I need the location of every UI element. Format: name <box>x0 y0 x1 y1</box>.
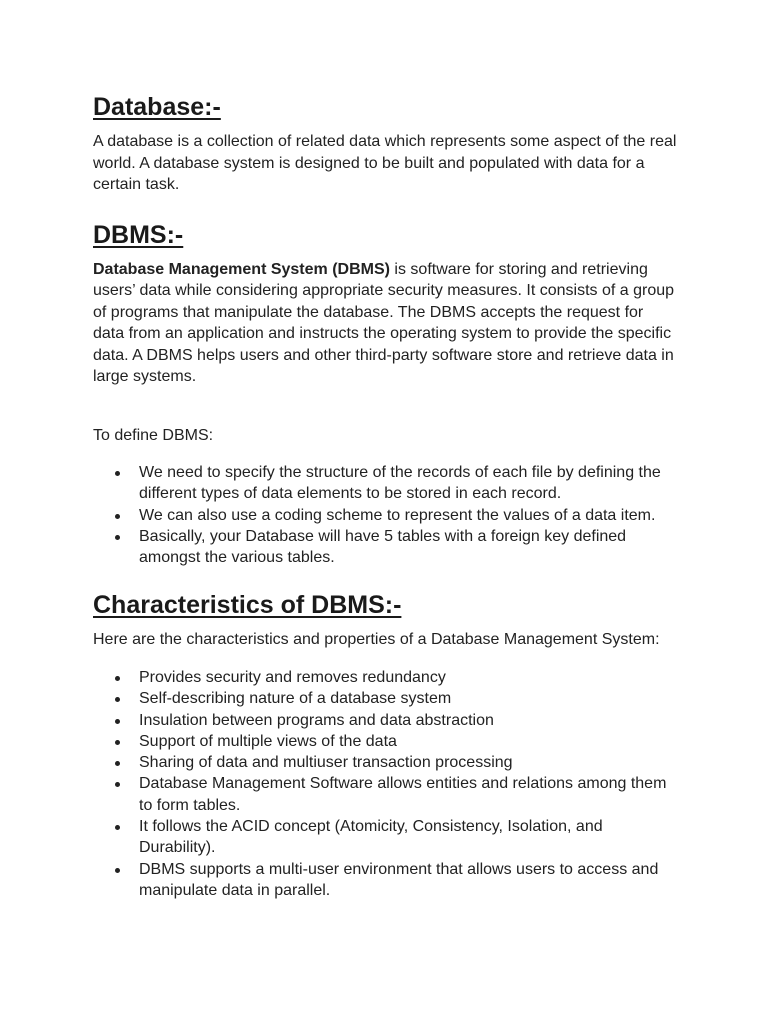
define-list-item: We need to specify the structure of the records of each file by defining the different types of data elements to be stored in each record. <box>93 462 678 505</box>
bullet-icon <box>115 868 120 873</box>
characteristics-list-item: DBMS supports a multi-user environment that allows users to access and manipulate data in parallel. <box>93 859 678 902</box>
database-heading: Database:- <box>93 93 221 121</box>
bullet-icon <box>115 471 120 476</box>
document-body <box>93 92 678 901</box>
bullet-icon <box>115 761 120 766</box>
bullet-icon <box>115 697 120 702</box>
dbms-bold-term: Database Management System (DBMS) <box>93 260 390 278</box>
characteristics-list-item: It follows the ACID concept (Atomicity, Consistency, Isolation, and Durability). <box>93 816 678 859</box>
define-list-item: We can also use a coding scheme to represent the values of a data item. <box>93 505 678 526</box>
define-list <box>93 462 678 568</box>
characteristics-intro: Here are the characteristics and properties of a Database Management System: <box>93 631 660 649</box>
bullet-icon <box>115 782 120 787</box>
dbms-heading: DBMS:- <box>93 220 184 249</box>
characteristics-heading: Characteristics of DBMS:- <box>93 591 402 620</box>
characteristics-list-item: Support of multiple views of the data <box>93 731 678 752</box>
bullet-icon <box>115 825 120 830</box>
bullet-icon <box>115 676 120 681</box>
database-paragraph: A database is a collection of related data which represents some aspect of the real world. A database system is designed to be built and populated with data for a certain task. <box>93 133 677 193</box>
dbms-paragraph-text: is software for storing and retrieving users’ data while considering appropriate security measures. It consists of a group of programs that manipulate the database. The DBMS accepts the request for data from an application and instructs the operating system to provide the specific data. A DBMS helps users and other third-party software store and retrieve data in large systems. <box>93 260 675 385</box>
dbms-paragraph <box>93 259 678 388</box>
characteristics-list <box>93 667 678 901</box>
characteristics-list-item: Database Management Software allows entities and relations among them to form tables. <box>93 773 678 816</box>
define-list-item: Basically, your Database will have 5 tables with a foreign key defined amongst the various tables. <box>93 526 678 569</box>
characteristics-list-item: Provides security and removes redundancy <box>93 667 678 688</box>
bullet-icon <box>115 514 120 519</box>
characteristics-list-item: Insulation between programs and data abstraction <box>93 710 678 731</box>
characteristics-list-item: Self-describing nature of a database system <box>93 688 678 709</box>
bullet-icon <box>115 535 120 540</box>
define-intro: To define DBMS: <box>93 426 214 444</box>
bullet-icon <box>115 719 120 724</box>
bullet-icon <box>115 740 120 745</box>
characteristics-list-item: Sharing of data and multiuser transaction processing <box>93 752 678 773</box>
